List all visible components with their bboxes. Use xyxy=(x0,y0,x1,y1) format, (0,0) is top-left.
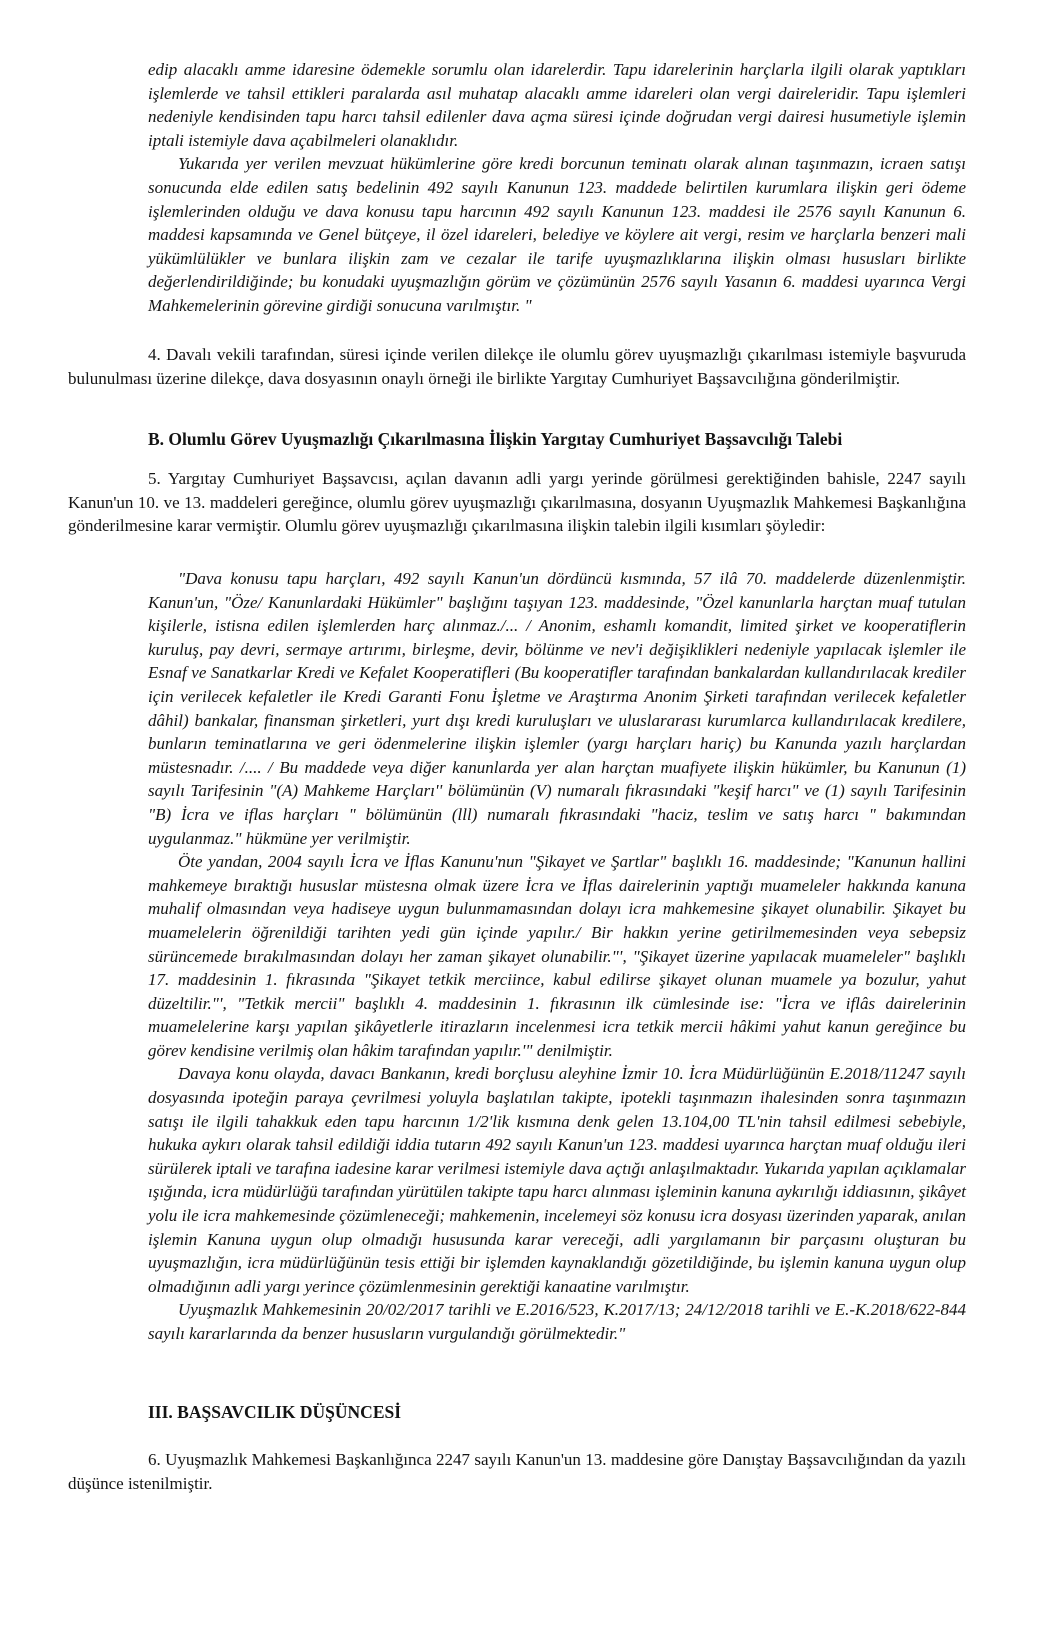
paragraph-6: 6. Uyuşmazlık Mahkemesi Başkanlığınca 2247 sayılı Kanun'un 13. maddesine göre Danıştay Başsavcılığından da yazılı düşünce istenilmiştir. xyxy=(68,1450,966,1493)
quote-paragraph: Davaya konu olayda, davacı Bankanın, kredi borçlusu aleyhine İzmir 10. İcra Müdürlüğünün E.2018/11247 sayılı dosyasında ipoteğin paraya çevrilmesi yoluyla başlatılan takipte, ipotekli taşınmazın ihalesinden sonra taşınmazın satışı ile ilgili tahakkuk eden tapu harcının 1/2'lik kısmına denk gelen 13.104,00 TL'nin tahsil edilmesi sebebiyle, hukuka aykırı olarak tahsil edildiği iddia tutarın 492 sayılı Kanun'un 123. maddesi uyarınca harçtan muaf olduğu ileri sürülerek iptali ve tarafına iadesine karar verilmesi istemiyle dava açtığı anlaşılmaktadır. Yukarıda yapılan açıklamalar ışığında, icra müdürlüğü tarafından yürütülen takipte tapu harcı alınması işleminin kanuna aykırılığı iddiasının, şikâyet yolu ile icra mahkemesinde çözümleneceği; mahkemenin, incelemeyi söz konusu icra dosyası üzerinden yaparak, anılan işlemin Kanuna uygun olup olmadığı hususunda karar vereceği, adli yargılamanın bir parçasını oluşturan bu uyuşmazlığın, icra müdürlüğünün tesis ettiği bir işlemden kaynaklandığı gözetildiğinde, bu işlemin kanuna uygun olup olmadığının adli yargı yerince çözümlenmesinin gerektiği kanaatine varılmıştır. xyxy=(148,1064,966,1296)
quote-paragraph: Uyuşmazlık Mahkemesinin 20/02/2017 tarihli ve E.2016/523, K.2017/13; 24/12/2018 tarihli ve E.-K.2018/622-844 sayılı kararlarında da benzer hususların vurgulandığı görülmektedir." xyxy=(148,1300,966,1343)
quote-block-court-reasoning xyxy=(148,58,966,318)
quote-paragraph: Yukarıda yer verilen mevzuat hükümlerine göre kredi borcunun teminatı olarak alınan taşınmazın, icraen satışı sonucunda elde edilen satış bedelinin 492 sayılı Kanunun 123. maddede belirtilen kurumlara ilişkin geri ödeme işlemlerinden olduğu ve dava konusu tapu harcının 492 sayılı Kanunun 123. maddesi ile 2576 sayılı Kanunun 6. maddesi kapsamında ve Genel bütçeye, il özel idareleri, belediye ve köylere ait vergi, resim ve harçlarla benzeri mali yükümlülükler ve bunlara ilişkin zam ve cezalar ile tarife uyuşmazlıklarına ilişkin olması hususları birlikte değerlendirildiğinde; bu konudaki uyuşmazlığın görüm ve çözümünün 2576 sayılı Yasanın 6. maddesi uyarınca Vergi Mahkemelerinin görevine girdiği sonucuna varılmıştır. " xyxy=(148,154,966,315)
quote-paragraph: "Dava konusu tapu harçları, 492 sayılı Kanun'un dördüncü kısmında, 57 ilâ 70. maddelerde düzenlenmiştir. Kanun'un, "Öze/ Kanunlardaki Hükümler" başlığını taşıyan 123. maddesinde, "Özel kanunlarla harçtan muaf tutulan kişilerle, istisna edilen işlemlerden harç alınmaz./... / Anonim, eshamlı komandit, limited şirket ve kooperatiflerin kuruluş, pay devri, sermaye artırımı, birleşme, devir, bölünme ve nev'i değişiklikleri nedeniyle yapılacak işlemler ile Esnaf ve Sanatkarlar Kredi ve Kefalet Kooperatifleri (Bu kooperatifler tarafından bankalardan kullandırılacak krediler için verilecek kefaletler ile Kredi Garanti Fonu İşletme ve Araştırma Anonim Şirketi tarafından verilecek kefaletler dâhil) bankalar, finansman şirketleri, yurt dışı kredi kuruluşları ve uluslararası kurumlarca kullandırılacak kredilere, bunların teminatlarına ve geri ödenmelerine ilişkin işlemler (yargı harçları hariç) bu Kanunda yazılı harçlardan müstesnadır. /.... / Bu maddede veya diğer kanunlarda yer alan harçtan muafiyete ilişkin hükümler, bu Kanunun (1) sayılı Tarifesinin "(A) Mahkeme Harçları'' bölümünün (V) numaralı fıkrasındaki "keşif harcı" ve (1) sayılı Tarifesinin "B) İcra ve iflas harçları " bölümünün (lll) numaralı fıkrasındaki "haciz, teslim ve satış harcı " bakımından uygulanmaz." hükmüne yer verilmiştir. xyxy=(148,569,966,848)
section-heading-b: B. Olumlu Görev Uyuşmazlığı Çıkarılmasına İlişkin Yargıtay Cumhuriyet Başsavcılığı Talebi xyxy=(148,429,843,449)
quote-block-prosecutor-request xyxy=(148,567,966,1346)
quote-paragraph: edip alacaklı amme idaresine ödemekle sorumlu olan idarelerdir. Tapu idarelerinin harçlarla ilgili olarak yaptıkları işlemlerde ve tahsil ettikleri paralarda asıl muhatap alacaklı amme idareleri olan vergi daireleridir. Tapu işlemleri nedeniyle kendisinden tapu harcı tahsil edilenler dava açma süresi içinde doğrudan vergi dairesi husumetiyle işlemin iptali istemiyle dava açabilmeleri olanaklıdır. xyxy=(148,60,966,150)
section-heading-iii: III. BAŞSAVCILIK DÜŞÜNCESİ xyxy=(148,1402,402,1422)
paragraph-4: 4. Davalı vekili tarafından, süresi içinde verilen dilekçe ile olumlu görev uyuşmazlığı çıkarılması istemiyle başvuruda bulunulması üzerine dilekçe, dava dosyasının onaylı örneği ile birlikte Yargıtay Cumhuriyet Başsavcılığına gönderilmiştir. xyxy=(68,345,966,388)
paragraph-5: 5. Yargıtay Cumhuriyet Başsavcısı, açılan davanın adli yargı yerinde görülmesi gerektiğinden bahisle, 2247 sayılı Kanun'un 10. ve 13. maddeleri gereğince, olumlu görev uyuşmazlığı çıkarılmasına, dosyanın Uyuşmazlık Mahkemesi Başkanlığına gönderilmesine karar vermiştir. Olumlu görev uyuşmazlığı çıkarılmasına ilişkin talebin ilgili kısımları şöyledir: xyxy=(68,469,966,535)
quote-paragraph: Öte yandan, 2004 sayılı İcra ve İflas Kanunu'nun "Şikayet ve Şartlar" başlıklı 16. maddesinde; "Kanunun hallini mahkemeye bıraktığı hususlar müstesna olmak üzere İcra ve İflas dairelerinin yaptığı muameleler hakkında kanuna muhalif olmasından veya hadiseye uygun bulunmamasından dolayı icra mahkemesine şikayet olunabilir. Şikayet bu muamelelerin öğrenildiği tarihten yedi gün içinde yapılır./ Bir hakkın yerine getirilmemesinden veya sebepsiz sürüncemede bırakılmasından dolayı her zaman şikayet olunabilir."', "Şikayet üzerine yapılacak muameleler" başlıklı 17. maddesinin 1. fıkrasında "Şikayet tetkik merciince, kabul edilirse şikayet olunan muamele ya bozulur, yahut düzeltilir."', "Tetkik mercii" başlıklı 4. maddesinin 1. fıkrasının ilk cümlesinde ise: "İcra ve iflâs dairelerinin muamelelerine karşı yapılan şikâyetlerle itirazların incelenmesi icra tetkik mercii hâkimi yahut kanun gereğince bu görev kendisine verilmiş olan hâkim tarafından yapılır.'" denilmiştir. xyxy=(148,852,966,1060)
